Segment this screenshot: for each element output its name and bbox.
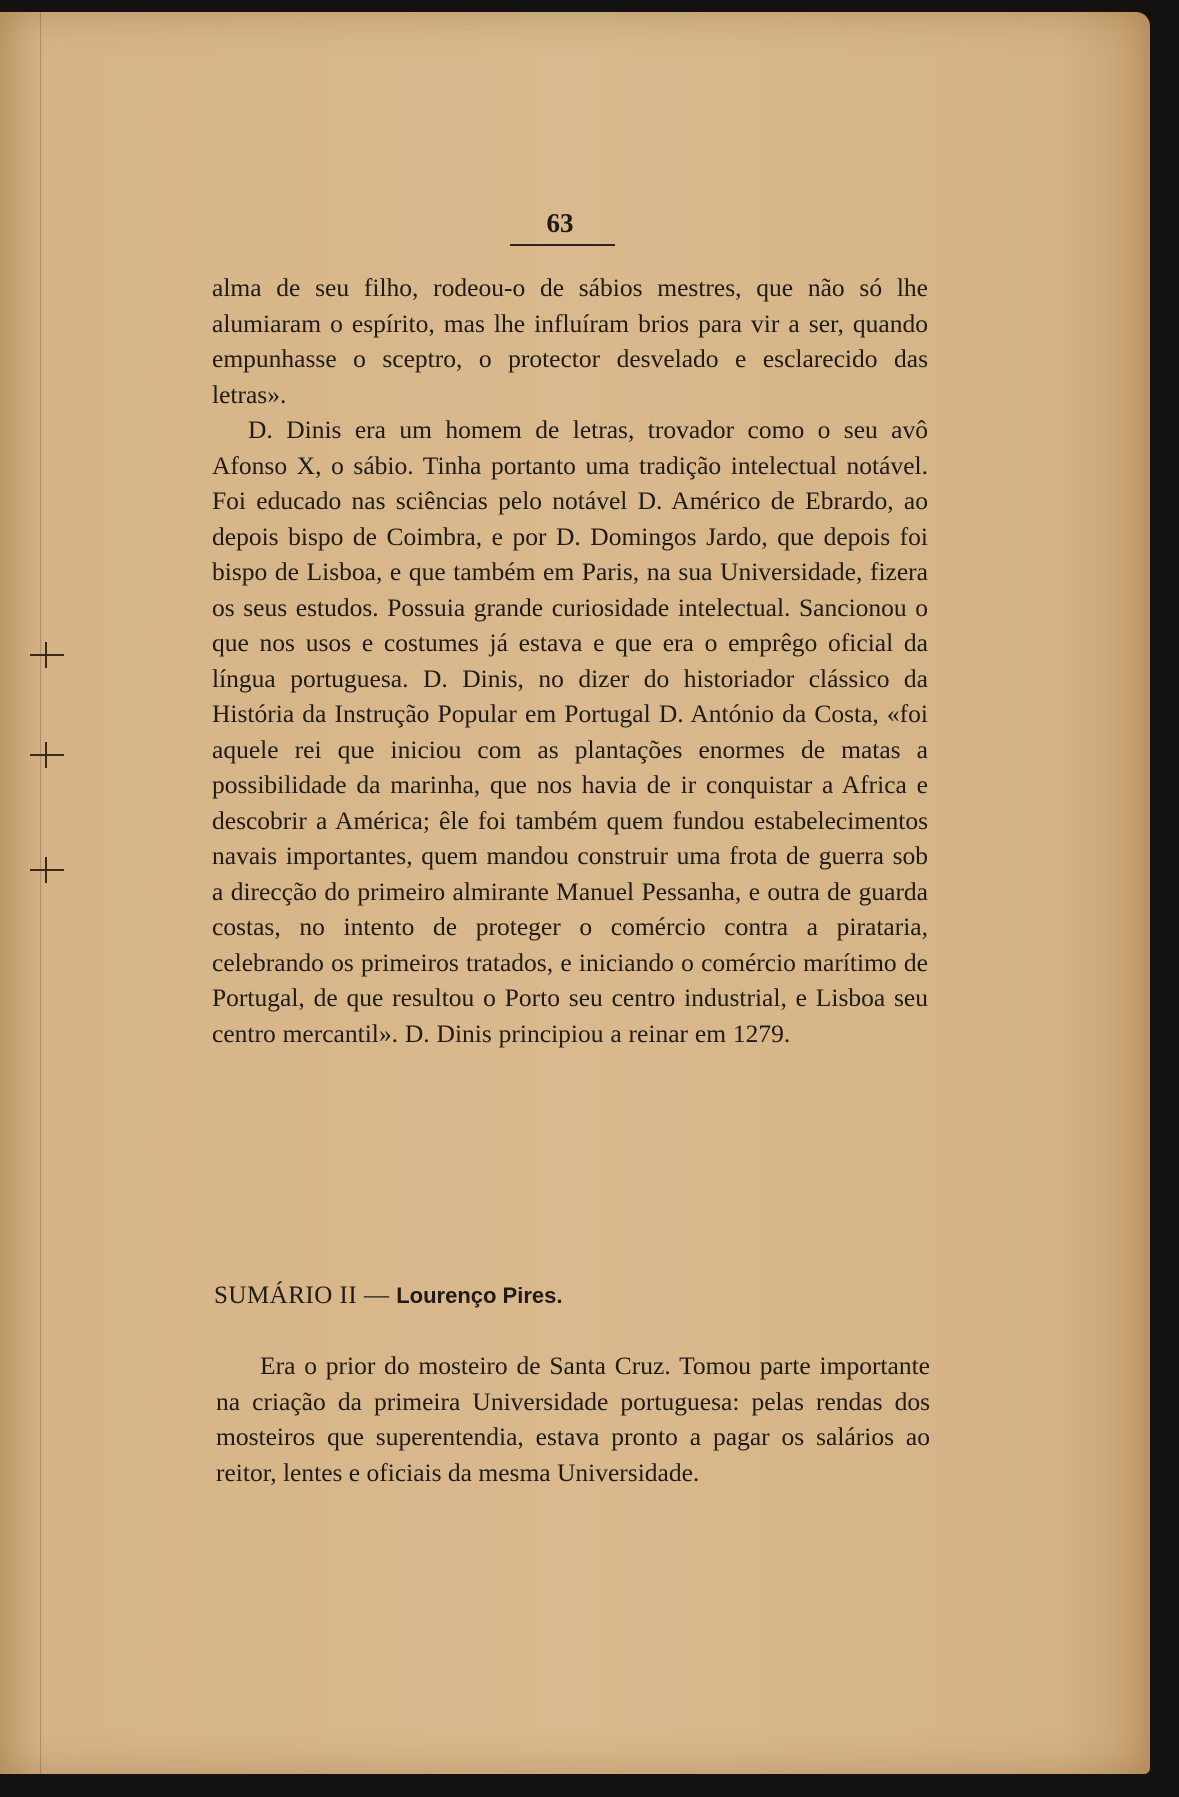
section-label: SUMÁRIO II — (214, 1282, 397, 1309)
page-number: 63 (546, 208, 574, 238)
book-page (0, 12, 1150, 1774)
section-title: Lourenço Pires. (396, 1283, 563, 1308)
section-paragraph: Era o prior do mosteiro de Santa Cruz. Tomou parte importante na criação da primeira Universidade portuguesa: pelas rendas dos mosteiros que superentendia, estava pronto a pagar os salários ao reitor, lentes e oficiais da mesma Universidade. (216, 1351, 930, 1487)
page-number-rule (510, 244, 615, 246)
section-heading (214, 1278, 814, 1314)
binding-stitch-mark (30, 742, 64, 768)
binding-stitch-mark (30, 857, 64, 883)
body-paragraph: D. Dinis era um homem de letras, trovador como o seu avô Afonso X, o sábio. Tinha portanto uma tradição intelectual notável. Foi educado nas sciências pelo notável D. Américo de Ebrardo, ao depois bispo de Coimbra, e por D. Domingos Jardo, que depois foi bispo de Lisboa, e que também em Paris, na sua Universidade, fizera os seus estudos. Possuia grande curiosidade intelectual. Sancionou o que nos usos e costumes já estava e que era o emprêgo oficial da língua portuguesa. D. Dinis, no dizer do historiador clássico da História da Instrução Popular em Portugal D. António da Costa, «foi aquele rei que iniciou com as plantações enormes de matas a possibilidade da marinha, que nos havia de ir conquistar a Africa e descobrir a América; êle foi também quem fundou estabelecimentos navais importantes, quem mandou construir uma frota de guerra sob a direcção do primeiro almirante Manuel Pessanha, e outra de guarda costas, no intento de proteger o comércio contra a pirataria, celebrando os primeiros tratados, e iniciando o comércio marítimo de Portugal, de que resultou o Porto seu centro industrial, e Lisboa seu centro mercantil». D. Dinis principiou a reinar em 1279. (212, 415, 928, 1048)
binding-stitch-mark (30, 642, 64, 668)
body-paragraph: alma de seu filho, rodeou-o de sábios mestres, que não só lhe alumiaram o espírito, mas lhe influíram brios para vir a ser, quando empunhasse o sceptro, o protector desvelado e esclarecido das letras». (212, 273, 928, 409)
page-fold-line (40, 12, 41, 1774)
body-text (212, 270, 928, 1051)
